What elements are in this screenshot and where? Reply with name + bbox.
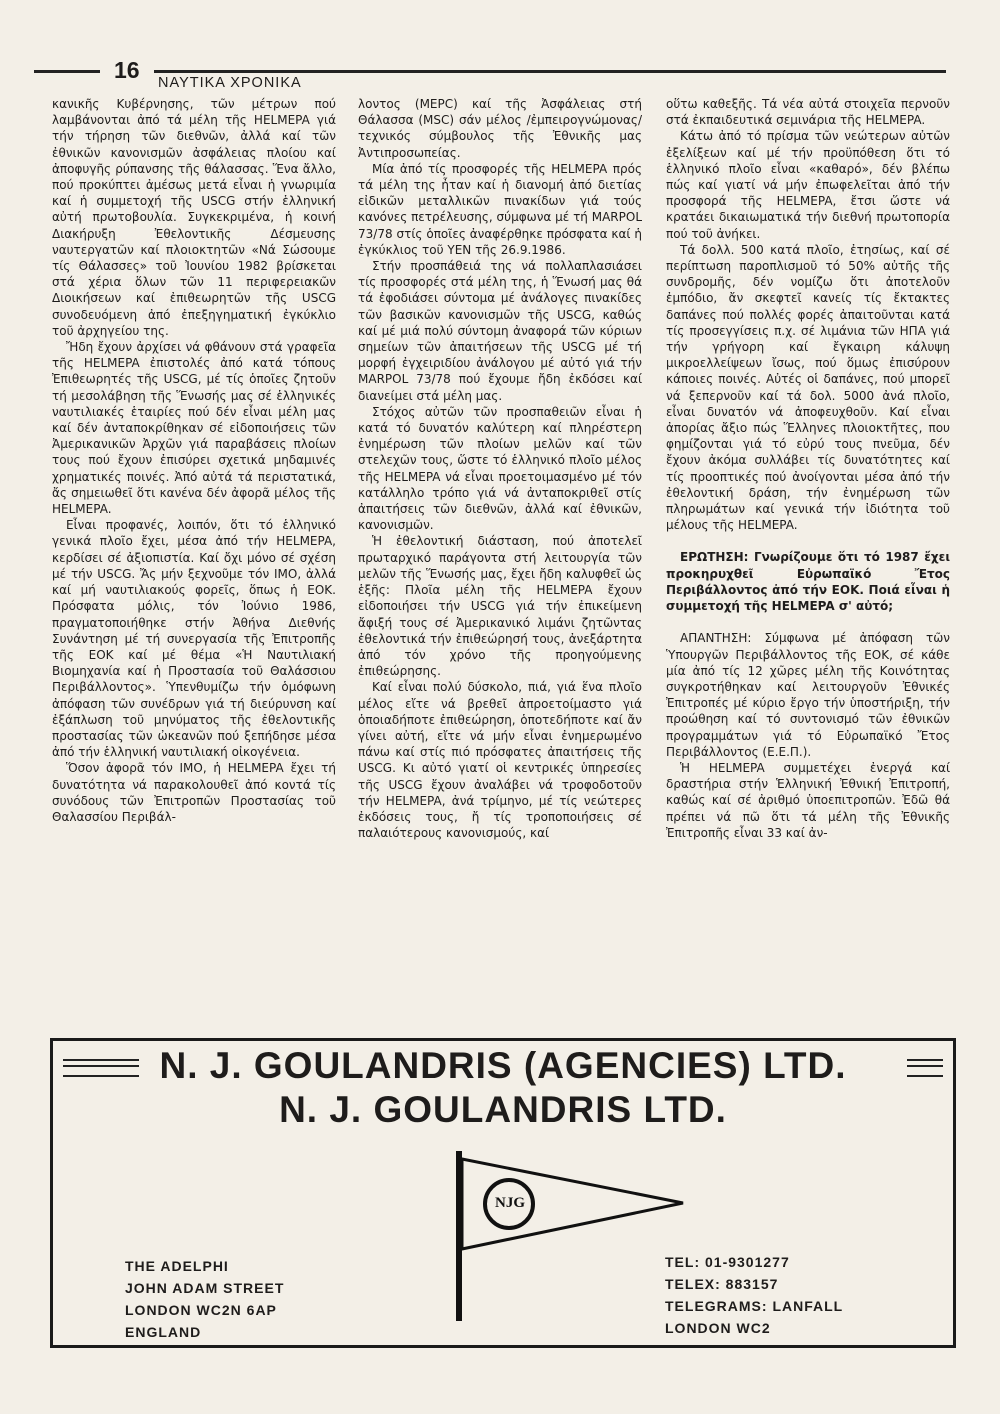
address-line: THE ADELPHI xyxy=(125,1258,229,1274)
contact-line: LONDON WC2 xyxy=(665,1320,771,1336)
address-line: ENGLAND xyxy=(125,1324,202,1340)
interview-answer: ΑΠΑΝΤΗΣΗ: Σύμφωνα μέ ἀπόφαση τῶν Ὑπουργῶν Περιβάλλοντος τῆς ΕΟΚ, σέ κάθε μία ἀπό τίς 12 χῶρες μέλη τῆς Κοινότητας συγκροτήθηκαν καί λειτουργοῦν Ἐθνικές Ἐπιτροπές μέ κύριο ἔργο τήν ὑποστήριξη, τήν προώθηση καί τό συντονισμό τῶν ἐθνικῶν προγραμμάτων γιά τό Εὐρωπαϊκό Ἔτος Περιβάλλοντος (Ε.Ε.Π.). xyxy=(666,631,950,759)
ad-company-name-1: N. J. GOULANDRIS (AGENCIES) LTD. xyxy=(159,1045,847,1086)
paragraph: Εἶναι προφανές, λοιπόν, ὅτι τό ἑλληνικό γενικά πλοῖο ἔχει, μέσα ἀπό τήν HELMEPA, κερδίσει σέ ἀξιοπιστία. Καί ὄχι μόνο σέ σχέση μέ τήν USCG. Ἄς μήν ξεχνοῦμε τόν ΙΜΟ, ἀλλά καί μή ναυτιλιακούς φορεῖς, ὅπως ἡ ΕΟΚ. Πρόσφατα μόλις, τόν Ἰούνιο 1986, πραγματοποιήθηκε στήν Ἀθήνα Διεθνής Συνάντηση μέ τή συνεργασία τῆς Ἐπιτροπῆς τῆς ΕΟΚ καί μέ θέμα «Ἡ Ναυτιλιακή Βιομηχανία καί ἡ Προστασία τοῦ Θαλάσσιου Περιβάλλοντος». Ὑπενθυμίζω τήν ὁμόφωνη ἀπόφαση τῶν συνέδρων γιά τή διεύρυνση καί ἐξάπλωση τοῦ μηνύματος τῆς ἐθελοντικῆς προστασίας τῶν ὠκεανῶν πού ξεπήδησε μέσα ἀπό τήν ἑλληνική ναυτιλιακή οἰκογένεια. xyxy=(52,518,336,760)
ad-contact-block xyxy=(665,1251,843,1339)
article-body xyxy=(52,96,952,1036)
header-rule-right xyxy=(154,70,946,73)
ad-company-name-2: N. J. GOULANDRIS LTD. xyxy=(279,1089,727,1130)
paragraph: Ἡ ἐθελοντική διάσταση, πού ἀποτελεῖ πρωταρχικό παράγοντα στή λειτουργία τῶν μελῶν τῆς Ἕνωσής μας, ἔχει ἤδη καλυφθεῖ ὡς ἑξῆς: Πλοῖα μέλη τῆς HELMEPA ἔχουν εἰδοποιήσει τήν USCG γιά τήν ἐπικείμενη ἄφιξή τους σέ Ἀμερικανικό λιμάνι ζητῶντας ἐθελοντικά τήν ἐπιθεώρησή τους, ἀνεξάρτητα ἀπό τόν χρόνο τῆς προηγούμενης ἐπιθεώρησης. xyxy=(358,534,642,679)
paragraph: Στήν προσπάθειά της νά πολλαπλασιάσει τίς προσφορές στά μέλη της, ἡ Ἕνωσή μας θά τά ἐφοδιάσει σύντομα μέ ἀνάλογες πινακίδες τῶν βασικῶν κανονισμῶν τῆς USCG, καθώς καί μέ μιά πολύ σύντομη ἀναφορά τῶν κύριων σημείων τῶν ἀπαιτήσεων τῆς USCG μέ τή μορφή ἐγχειριδίου ἀνάλογου μέ αὐτό γιά τήν MARPOL 73/78 πού ἔχουμε ἤδη ἐκδόσει καί διανείμει στά μέλη μας. xyxy=(358,259,642,403)
page-header xyxy=(34,57,946,100)
paragraph: Καί εἶναι πολύ δύσκολο, πιά, γιά ἕνα πλοῖο μέλος εἴτε νά βρεθεῖ ἀπροετοίμαστο γιά ὁποιαδήποτε ἐπιθεώρηση, ὁποτεδήποτε καί ἄν γίνει αὐτή, εἴτε νά μήν εἶναι ἐνημερωμένο πάνω καί στίς πιό πρόσφατες ἀπαιτήσεις τῆς USCG. Κι αὐτό γιατί οἱ κεντρικές ὑπηρεσίες τῆς USCG ἔχουν ἀναλάβει νά τροφοδοτοῦν τήν HELMEPA, ἀνά τρίμηνο, μέ τίς νεώτερες ἐκδόσεις τους, ἤ τίς τροποποιήσεις σέ παλαιότερους κανονισμούς, καί xyxy=(358,680,642,841)
paragraph: οὕτω καθεξῆς. Τά νέα αὐτά στοιχεῖα περνοῦν στά ἐκπαιδευτικά σεμινάρια τῆς HELMEPA. xyxy=(666,97,950,128)
column-1 xyxy=(52,96,336,1036)
column-3 xyxy=(666,96,950,1036)
pennant-flag-logo xyxy=(451,1151,691,1321)
column-2 xyxy=(358,96,642,1036)
paragraph: Τά δολλ. 500 κατά πλοῖο, ἐτησίως, καί σέ περίπτωση παροπλισμοῦ τό 50% αὐτῆς τῆς συνδρομῆς, δέν νομίζω ὅτι ἀποτελοῦν ἐμπόδιο, ἄν σκεφτεῖ κανείς τίς ἔκτακτες δαπάνες πού πολλές φορές ἀπαιτοῦνται κατά τίς προσεγγίσεις π.χ. σέ λιμάνια τῶν ΗΠΑ γιά τήν γρήγορη καί ἔγκαιρη κάλυψη μικροελλείψεων ἴσως, πού ὅμως ἐπισύρουν κάποιες ποινές. Αὐτές οἱ δαπάνες, πού μπορεῖ νά ξεπερνοῦν καί τά δολ. 5000 ἀνά πλοῖο, εἶναι δυνατόν νά ἀποφευχθοῦν. Καί εἶναι ἀπορίας ἄξιο πώς Ἕλληνες πλοιοκτῆτες, που φημίζονται γιά τό εὐρύ τους πνεῦμα, δέν ἔχουν ἀκόμα συλλάβει τίς δυνατότητες καί τίς προοπτικές πού ἀνοίγονται μέσα ἀπό τήν ἐθελοντική δράση, τήν ἐνημέρωση τῶν πληρωμάτων καί γενικά τήν ἰδιότητα τοῦ μέλους τῆς HELMEPA. xyxy=(666,242,950,533)
paragraph: Κάτω ἀπό τό πρίσμα τῶν νεώτερων αὐτῶν ἐξελίξεων καί μέ τήν προϋπόθεση ὅτι τό ἑλληνικό πλοῖο εἶναι «καθαρό», δέν βλέπω πώς καί γιατί νά μήν ἐπωφελεῖται ἀπό τήν προσφορά τῆς HELMEPA, ἔτσι ὥστε νά κρατάει δικαιωματικά τήν διεθνή πρωτοπορία πού τοῦ ἀνήκει. xyxy=(666,129,950,241)
page-number: 16 xyxy=(114,57,140,83)
paragraph: Ἤδη ἔχουν ἀρχίσει νά φθάνουν στά γραφεῖα τῆς HELMEPA ἐπιστολές ἀπό κατά τόπους Ἐπιθεωρητές τῆς USCG, μέ τίς ὁποῖες ζητοῦν τή μεσολάβηση τῆς Ἕνωσής μας σέ ἑλληνικές ναυτιλιακές ἑταιρίες πού δέν εἶναι μέλη μας καί δέν ἀνταποκρίθηκαν σέ εἰδοποιήσεις τῶν Ἀμερικανικῶν Ἀρχῶν γιά παραβάσεις πλοίων τους πού ἔχουν ἐπισύρει σχετικά μηδαμινές χρηματικές ποινές. Ἀπό αὐτά τά περιστατικά, ἄς σημειωθεῖ ὅτι κανένα δέν ἀφορᾶ μέλος τῆς HELMEPA. xyxy=(52,340,336,517)
paragraph: κανικῆς Κυβέρνησης, τῶν μέτρων πού λαμβάνονται ἀπό τά μέλη τῆς HELMEPA γιά τήν τήρηση τῶν διεθνῶν, ἀλλά καί τῶν ἐθνικῶν κανονισμῶν ἀσφάλειας πλοίου καί ἀποφυγῆς ρύπανσης τῆς θάλασσας. Ἕνα ἄλλο, πού προκύπτει ἀμέσως μετά εἶναι ἡ γνωριμία καί ἡ συμμετοχή τῆς USCG στήν ἑλληνική αὐτή πρωτοβουλία. Συγκεκριμένα, ἡ κοινή Διακήρυξη Ἐθελοντικῆς Δέσμευσης ναυτεργατῶν καί πλοιοκτητῶν «Νά Σώσουμε τίς Θάλασσες» τοῦ Ἰουνίου 1982 βρίσκεται στά χέρια ὅλων τῶν 11 περιφερειακῶν Διοικήσεων καί ἐπιθεωρητῶν τῆς USCG συνοδευόμενη ἀπό ἐπεξηγηματική ἐγκύκλιο τοῦ ἀρχηγείου της. xyxy=(52,97,336,338)
ad-address-block xyxy=(125,1255,284,1343)
paragraph: Ὅσον ἀφορᾶ τόν ΙΜΟ, ἡ HELMEPA ἔχει τή δυνατότητα νά παρακολουθεῖ ἀπό κοντά τίς συνόδους τῶν Ἐπιτροπῶν Προστασίας τοῦ Θαλασσίου Περιβάλ- xyxy=(52,761,336,824)
address-line: JOHN ADAM STREET xyxy=(125,1280,285,1296)
contact-line: TELEGRAMS: LANFALL xyxy=(665,1298,844,1314)
paragraph: Στόχος αὐτῶν τῶν προσπαθειῶν εἶναι ἡ κατά τό δυνατόν καλύτερη καί πληρέστερη ἐνημέρωση τῶν πλοίων μελῶν καί τῶν στελεχῶν τους, ὥστε τό ἑλληνικό πλοῖο μέλος τῆς HELMEPA νά εἶναι προετοιμασμένο μέ τόν κατάλληλο τρόπο γιά νά ἀνταποκριθεῖ στίς ἀπαιτήσεις τῶν διεθνῶν, ἀλλά καί ἐθνικῶν, κανονισμῶν. xyxy=(358,404,642,533)
contact-line: TELEX: 883157 xyxy=(665,1276,779,1292)
paragraph: λοντος (MEPC) καί τῆς Ἀσφάλειας στή Θάλασσα (MSC) σάν μέλος /ἐμπειρογνώμονας/ τεχνικός σύμβουλος τῆς Ἐθνικῆς μας Ἀντιπροσωπείας. xyxy=(358,97,642,160)
running-title: ΝΑΥΤΙΚΑ ΧΡΟΝΙΚΑ xyxy=(158,75,302,91)
paragraph: Μία ἀπό τίς προσφορές τῆς HELMEPA πρός τά μέλη της ἦταν καί ἡ διανομή ἀπό διετίας εἰδικῶν μεταλλικῶν πινακίδων γιά τούς κανόνες πετρέλευσης, σύμφωνα μέ τή MARPOL 73/78 στίς ὁποῖες ἀναφέρθηκε πρόσφατα καί ἡ ἐγκύκλιος τοῦ ΥΕΝ τῆς 26.9.1986. xyxy=(358,161,642,257)
paragraph: Ἡ HELMEPA συμμετέχει ἐνεργά καί δραστήρια στήν Ἑλληνική Ἐθνική Ἐπιτροπή, καθώς καί σέ ἀριθμό ὑποεπιτροπῶν. Ἐδῶ θά πρέπει νά πῶ ὅτι τά μέλη τῆς Ἐθνικῆς Ἐπιτροπῆς εἶναι 33 καί ἀν- xyxy=(666,760,950,840)
advertisement xyxy=(50,1038,956,1348)
interview-question: ΕΡΩΤΗΣΗ: Γνωρίζουμε ὅτι τό 1987 ἔχει προκηρυχθεῖ Εὐρωπαϊκό Ἔτος Περιβάλλοντος ἀπό τήν ΕΟΚ. Ποιά εἶναι ἡ συμμετοχή τῆς HELMEPA σ' αὐτό; xyxy=(666,550,950,614)
contact-line: TEL: 01-9301277 xyxy=(665,1254,790,1270)
header-rule-left xyxy=(34,70,100,73)
address-line: LONDON WC2N 6AP xyxy=(125,1302,277,1318)
monogram-icon: NJG xyxy=(495,1195,525,1211)
